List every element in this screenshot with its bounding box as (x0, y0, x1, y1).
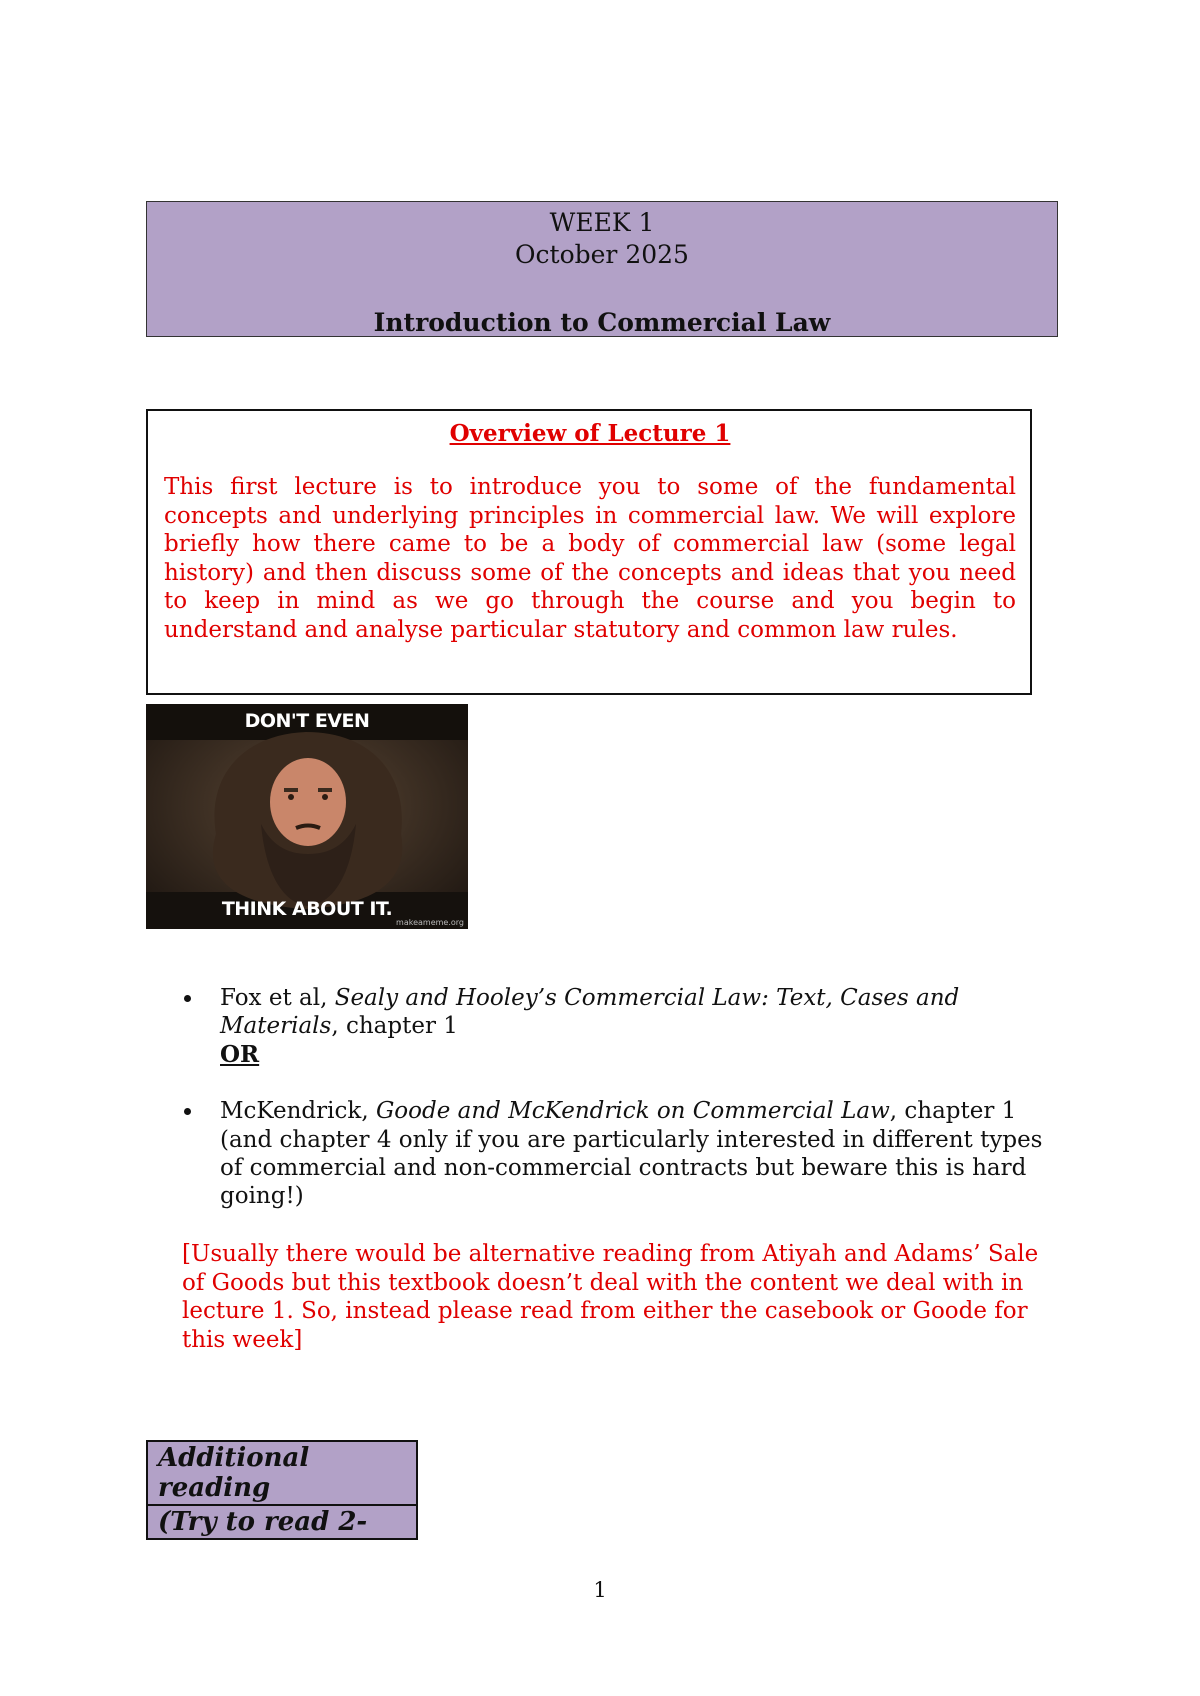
week-date: October 2025 (515, 240, 689, 269)
bullet-icon (184, 995, 191, 1002)
page-number: 1 (593, 1578, 607, 1602)
bullet-icon (184, 1108, 191, 1115)
reading-suffix: , chapter 1 (331, 1013, 458, 1040)
reading-author: McKendrick, (220, 1098, 376, 1125)
reading-author: Fox et al, (220, 985, 335, 1011)
additional-reading-table (146, 1440, 418, 1540)
week-label: WEEK 1 (549, 208, 655, 237)
additional-reading-subheading: (Try to read 2- (147, 1505, 417, 1539)
reading-title: Sealy and Hooley’s Commercial Law: Text, Cases and Materials (220, 985, 960, 1040)
meme-top-text: DON'T EVEN (244, 710, 370, 732)
bearded-man-illustration (146, 704, 468, 929)
overview-box (146, 409, 1032, 695)
week-header-box (146, 201, 1058, 337)
reading-list (180, 984, 1060, 1211)
reading-suffix: , chapter 1 (and chapter 4 only if you are particularly interested in different types of commercial and non-commercial contracts but beware this is hard going!) (220, 1098, 1043, 1210)
meme-image (146, 704, 468, 929)
alternative-reading-note: [Usually there would be alternative reading from Atiyah and Adams’ Sale of Goods but this textbook doesn’t deal with the content we deal with in lecture 1. So, instead please read from either the casebook or Goode for this week] (182, 1241, 1039, 1353)
reading-title: Goode and McKendrick on Commercial Law (375, 1098, 890, 1125)
lecture-title: Introduction to Commercial Law (373, 308, 831, 337)
additional-reading-heading: Additional reading (147, 1441, 417, 1505)
overview-title: Overview of Lecture 1 (449, 420, 731, 447)
list-item (180, 984, 1060, 1069)
meme-bottom-text: THINK ABOUT IT. (221, 898, 393, 920)
list-item (180, 1097, 1060, 1211)
overview-body: This first lecture is to introduce you to some of the fundamental concepts and underlying principles in commercial law. We will explore briefly how there came to be a body of commercial law (some legal history) and then discuss some of the concepts and ideas that you need to keep in mind as we go through the course and you begin to understand and analyse particular statutory and common law rules. (164, 474, 1016, 643)
or-connector: OR (220, 1040, 260, 1068)
meme-credit: makeameme.org (396, 918, 464, 927)
